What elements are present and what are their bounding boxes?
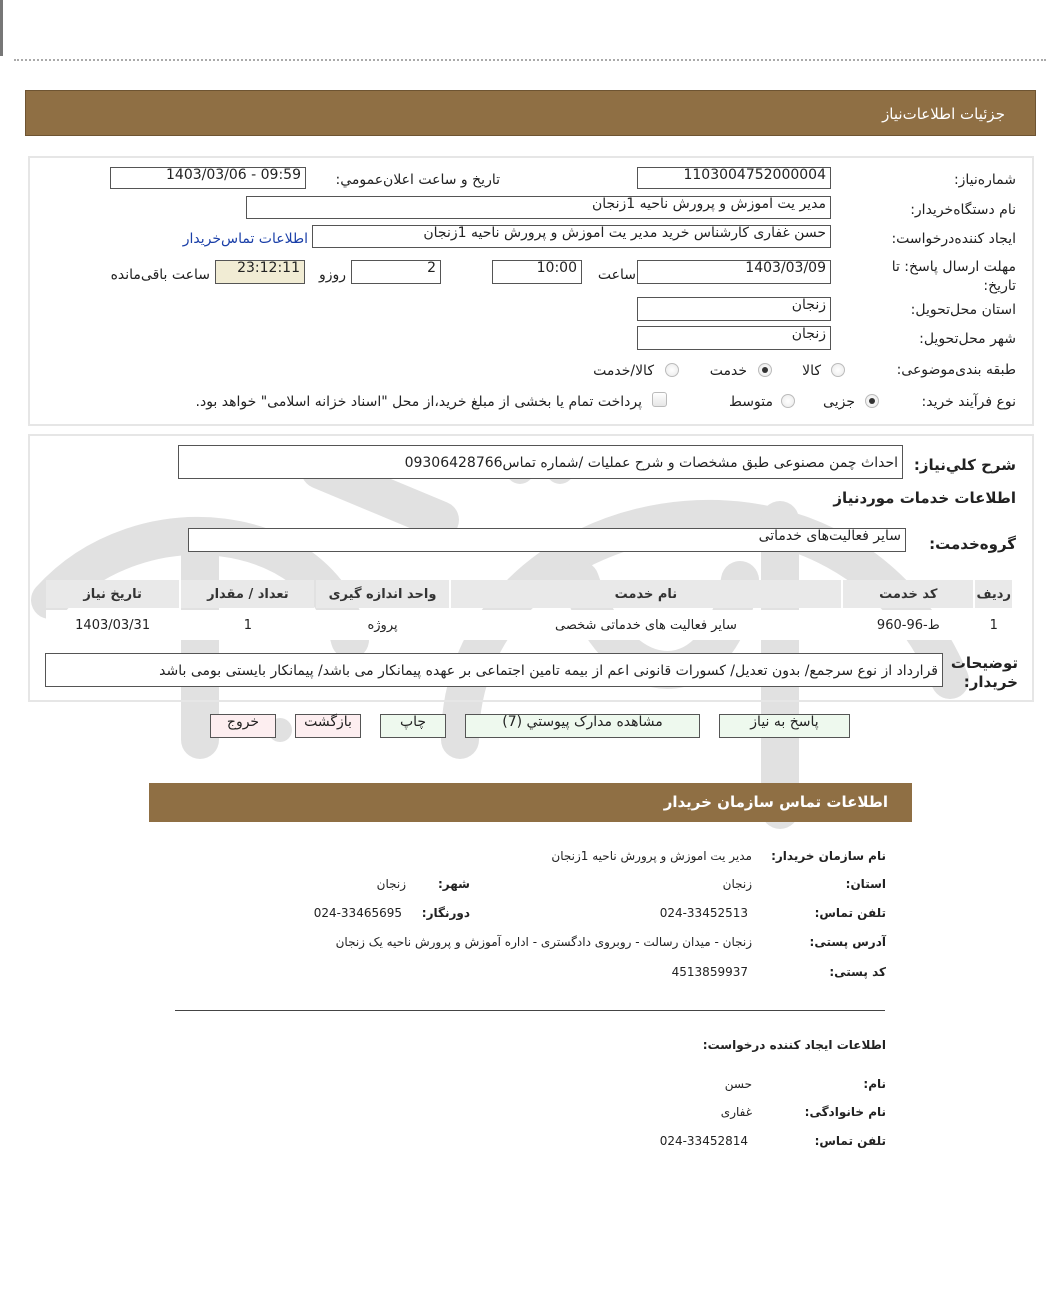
- col-row-number: ردیف: [975, 580, 1012, 608]
- col-unit: واحد اندازه گیری: [316, 580, 448, 608]
- need-number-field: 1103004752000004: [637, 167, 831, 189]
- deadline-date-field: 1403/03/09: [637, 260, 831, 284]
- city-label: شهر محل‌تحویل:: [919, 331, 1016, 347]
- contact-header: [149, 783, 912, 822]
- buyer-contact-link[interactable]: اطلاعات تماس‌خریدار: [182, 231, 308, 247]
- buyer-notes-label-text: توضیحات خریدار:: [950, 654, 1018, 691]
- fax-label: دورنگار:: [421, 906, 470, 920]
- remaining-days-field: 2: [351, 260, 441, 284]
- announce-label: تاریخ و ساعت اعلان‌عمومي:: [335, 172, 500, 188]
- service-group-label: گروه‌خدمت:: [929, 535, 1016, 553]
- creator-family-value: غفاری: [720, 1105, 752, 1119]
- dotted-divider: [14, 59, 1046, 61]
- cell-service-code: ط-96-960: [843, 610, 973, 640]
- creator-field: حسن غفاری کارشناس خرید مدیر یت اموزش و پرورش ناحیه 1زنجان: [312, 225, 831, 248]
- address-label: آدرس پستی:: [809, 935, 886, 949]
- summary-label: شرح کلي‌نیاز:: [913, 456, 1016, 474]
- exit-button[interactable]: خروج: [210, 714, 276, 738]
- col-need-date: تاریخ نیاز: [46, 580, 179, 608]
- process-radio-medium[interactable]: [781, 394, 795, 408]
- table-row: [46, 610, 1012, 640]
- org-label: نام سازمان خریدار:: [771, 849, 886, 863]
- process-option-medium: متوسط: [729, 394, 773, 410]
- back-button[interactable]: بازگشت: [295, 714, 361, 738]
- phone-value: 024-33452513: [659, 906, 748, 920]
- window-edge: [0, 0, 3, 56]
- fax-value: 024-33465695: [313, 906, 402, 920]
- creator-family-label: نام خانوادگی:: [804, 1105, 886, 1119]
- creator-phone-value: 024-33452814: [659, 1134, 748, 1148]
- category-option-service: خدمت: [709, 363, 747, 379]
- category-option-goods: کالا: [802, 363, 821, 379]
- org-value: مدیر یت اموزش و پرورش ناحیه 1زنجان: [551, 849, 752, 863]
- category-radio-goods[interactable]: [831, 363, 845, 377]
- phone-label: تلفن تماس:: [814, 906, 886, 920]
- buyer-notes-label: [938, 654, 1018, 692]
- service-group-field: سایر فعالیت‌های خدماتی: [188, 528, 906, 552]
- announce-field: 1403/03/06 - 09:59: [110, 167, 306, 189]
- creator-info-title: اطلاعات ایجاد کننده درخواست:: [702, 1038, 886, 1052]
- contact-divider: [175, 1010, 885, 1011]
- deadline-time-field: 10:00: [492, 260, 582, 284]
- treasury-payment-note: پرداخت تمام یا بخشی از مبلغ خرید،از محل "اسناد خزانه اسلامی" خواهد بود.: [195, 394, 642, 410]
- buyer-org-field: مدیر یت اموزش و پرورش ناحیه 1زنجان: [246, 196, 831, 219]
- col-quantity: تعداد / مقدار: [181, 580, 314, 608]
- address-value: زنجان - میدان رسالت - روبروی دادگستری - اداره آموزش و پرورش ناحیه یک زنجان: [335, 935, 752, 949]
- details-header: [25, 90, 1036, 136]
- postal-code-value: 4513859937: [671, 965, 748, 979]
- cell-need-date: 1403/03/31: [46, 610, 179, 640]
- col-service-name: نام خدمت: [451, 580, 842, 608]
- deadline-label-text: مهلت ارسال پاسخ: تا تاریخ:: [891, 259, 1016, 294]
- treasury-payment-checkbox[interactable]: [652, 392, 667, 407]
- deadline-label: [876, 258, 1016, 296]
- remaining-time-field: 23:12:11: [215, 260, 305, 284]
- remaining-label: ساعت باقی‌مانده: [110, 267, 210, 283]
- col-service-code: کد خدمت: [843, 580, 973, 608]
- city-field: زنجان: [637, 326, 831, 350]
- creator-label: ایجاد کننده‌درخواست:: [891, 231, 1016, 247]
- view-documents-button[interactable]: مشاهده مدارک پیوستي (7): [465, 714, 700, 738]
- print-button[interactable]: چاپ: [380, 714, 446, 738]
- contact-province-value: زنجان: [722, 877, 752, 891]
- days-label: روزو: [318, 267, 346, 283]
- summary-field: احداث چمن مصنوعی طبق مشخصات و شرح عملیات /شماره تماس09306428766: [178, 445, 903, 479]
- buyer-notes-field: قرارداد از نوع سرجمع/ بدون تعدیل/ کسورات قانونی اعم از بیمه تامین اجتماعی بر عهده پیمانکار می باشد/ پیمانکار بایستی بومی باشد: [45, 653, 943, 687]
- contact-province-label: استان:: [845, 877, 886, 891]
- province-field: زنجان: [637, 297, 831, 321]
- services-table: [44, 578, 1014, 642]
- category-label: طبقه بندی‌موضوعی:: [896, 362, 1016, 378]
- creator-name-value: حسن: [724, 1077, 752, 1091]
- process-radio-minor[interactable]: [865, 394, 879, 408]
- cell-service-name: سایر فعالیت های خدماتی شخصی: [451, 610, 842, 640]
- contact-header-title: اطلاعات تماس سازمان خریدار: [663, 793, 888, 811]
- category-radio-service[interactable]: [758, 363, 772, 377]
- details-header-title: جزئیات اطلاعات‌نیاز: [882, 105, 1005, 123]
- province-label: استان محل‌تحویل:: [910, 302, 1016, 318]
- postal-code-label: کد پستی:: [829, 965, 886, 979]
- process-option-minor: جزیی: [823, 394, 855, 410]
- contact-city-label: شهر:: [438, 877, 470, 891]
- cell-quantity: 1: [181, 610, 314, 640]
- cell-unit: پروژه: [316, 610, 448, 640]
- cell-row-number: 1: [975, 610, 1012, 640]
- services-table-header: [46, 580, 1012, 608]
- category-radio-goods-service[interactable]: [665, 363, 679, 377]
- services-title: اطلاعات خدمات موردنیاز: [833, 489, 1016, 507]
- need-number-label: شماره‌نیاز:: [953, 172, 1016, 188]
- deadline-time-label: ساعت: [597, 267, 636, 283]
- buyer-org-label: نام دستگاه‌خریدار:: [910, 202, 1016, 218]
- category-option-goods-service: کالا/خدمت: [593, 363, 654, 379]
- creator-name-label: نام:: [863, 1077, 886, 1091]
- process-label: نوع فرآیند خرید:: [921, 394, 1016, 410]
- contact-city-value: زنجان: [376, 877, 406, 891]
- reply-button[interactable]: پاسخ به نیاز: [719, 714, 850, 738]
- creator-phone-label: تلفن تماس:: [814, 1134, 886, 1148]
